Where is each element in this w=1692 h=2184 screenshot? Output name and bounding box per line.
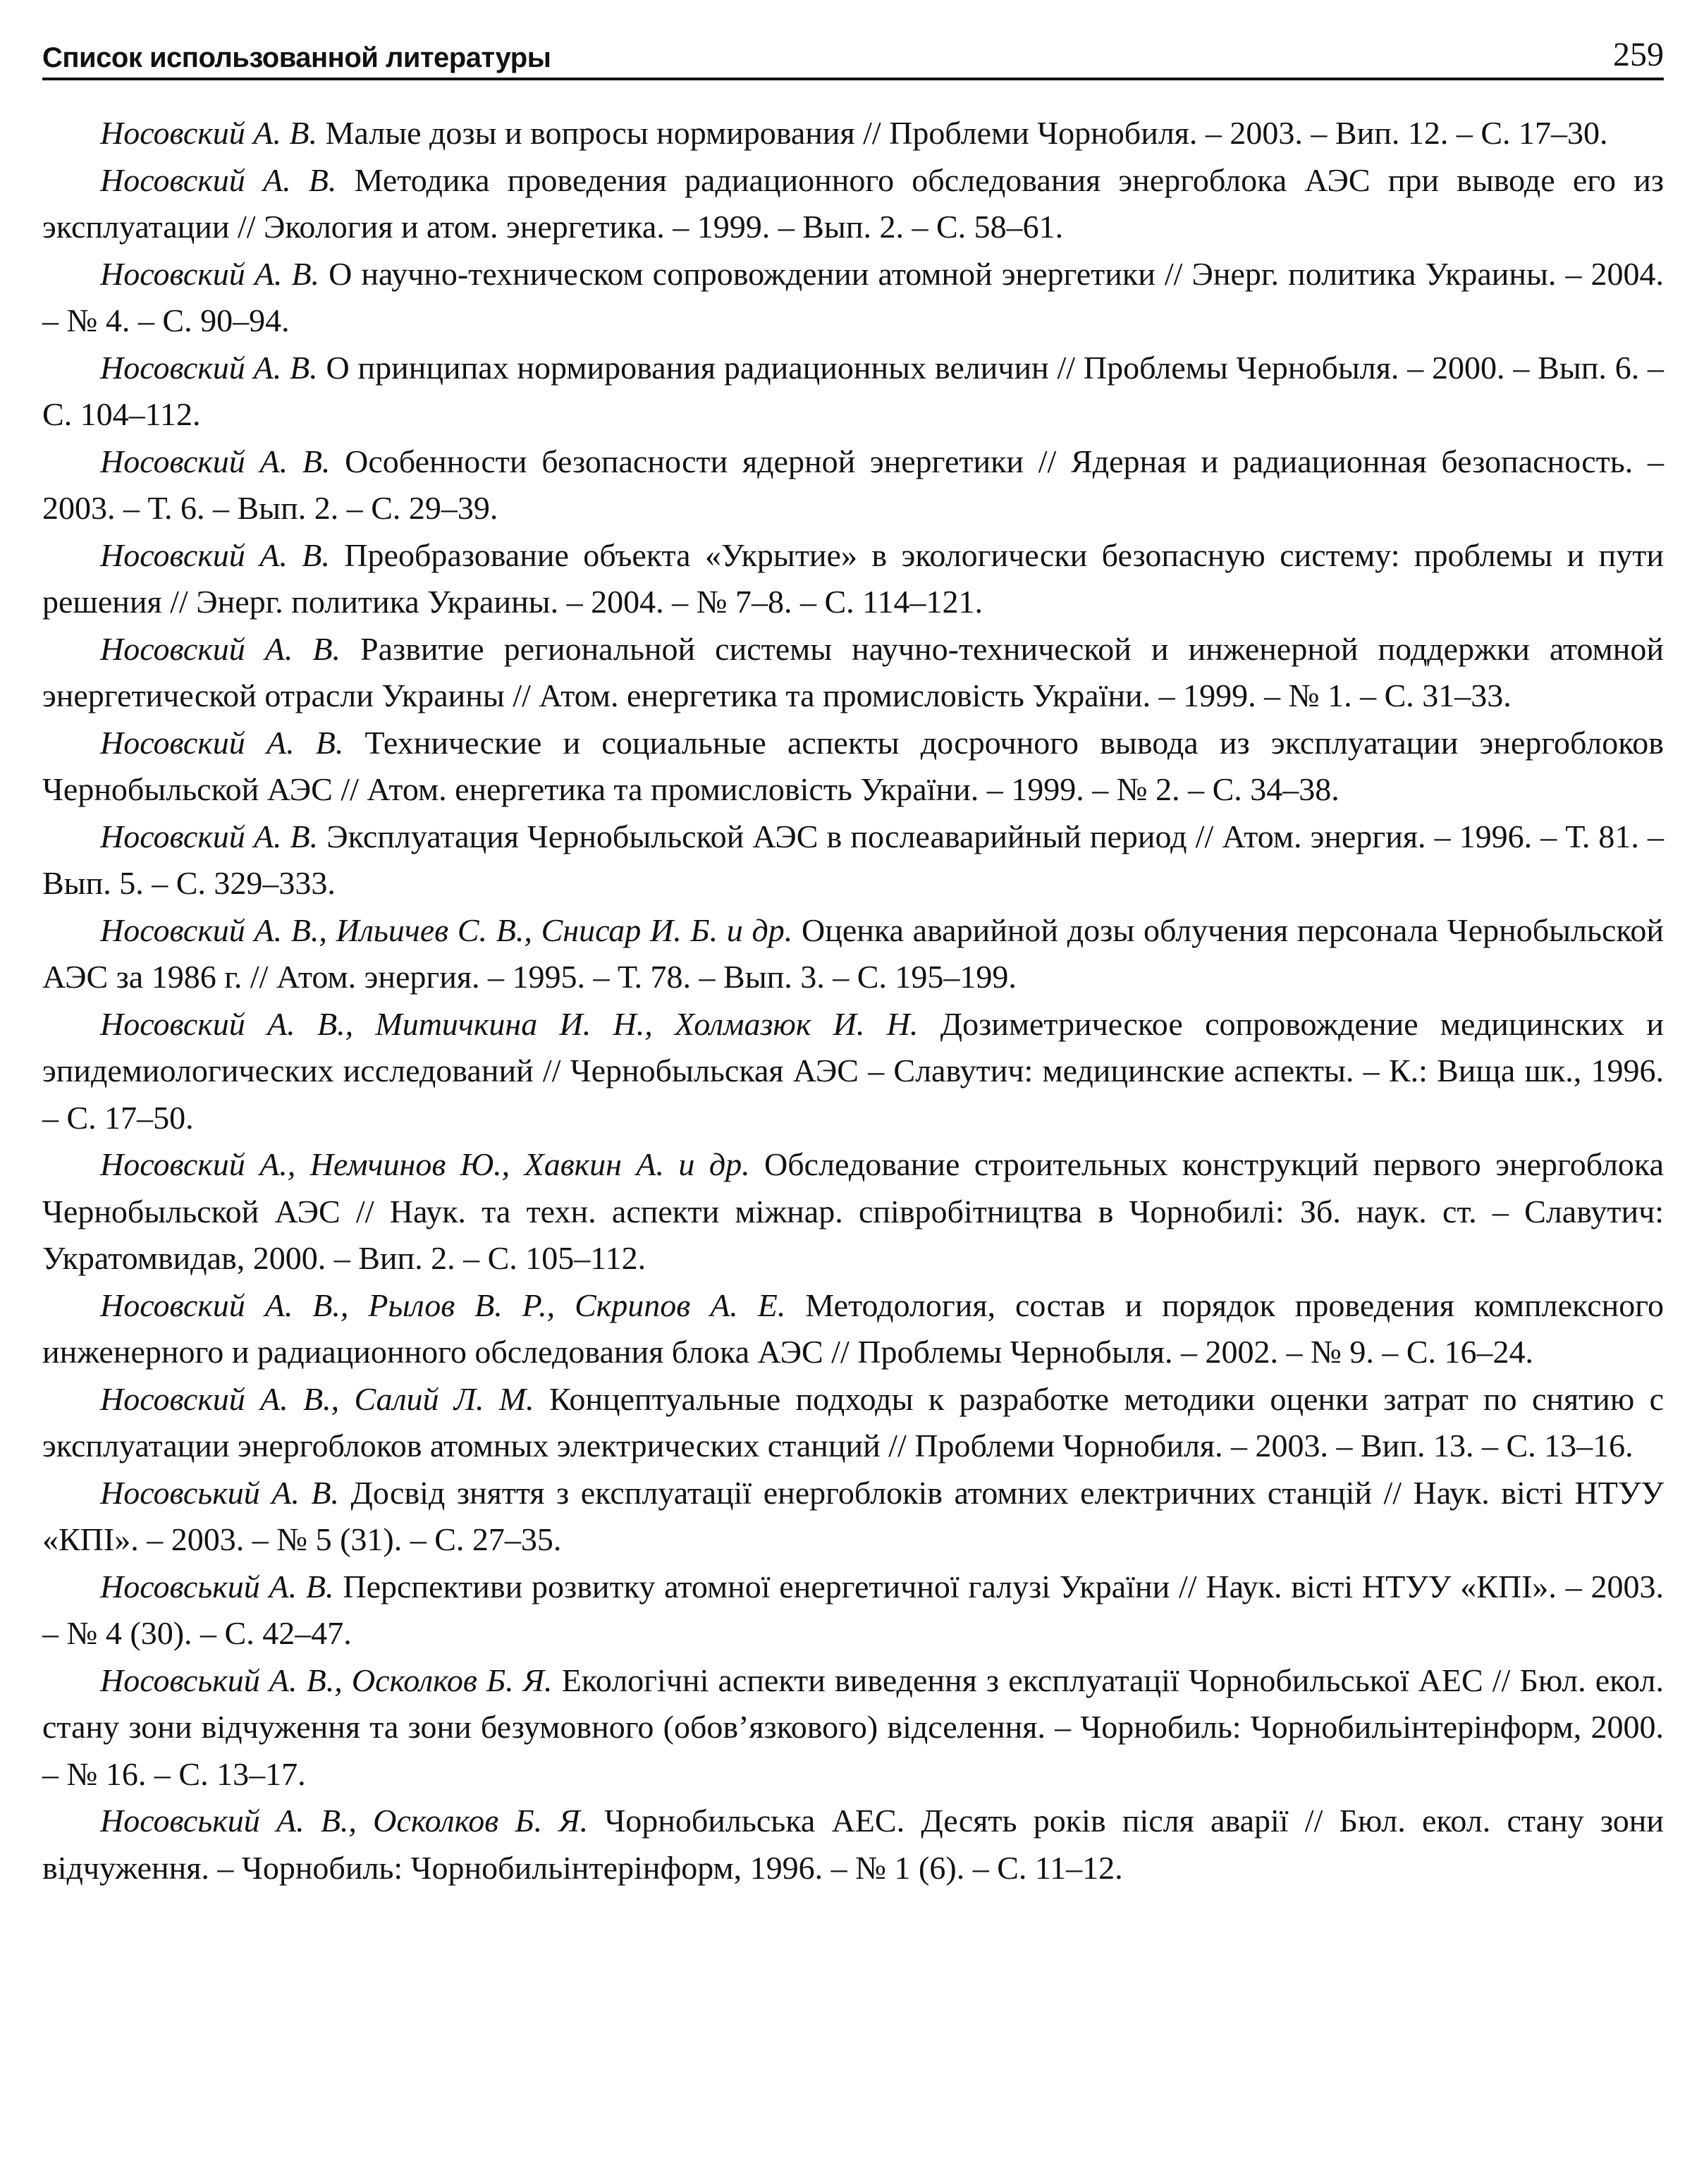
reference-authors: Носовський А. В. bbox=[100, 1474, 339, 1511]
page-number: 259 bbox=[1613, 36, 1664, 73]
reference-authors: Носовский А. В. bbox=[100, 724, 344, 761]
reference-entry bbox=[42, 438, 1664, 532]
reference-entry bbox=[42, 626, 1664, 720]
reference-text: Эксплуатация Чернобыльской АЭС в послеаварийный период // Атом. энергия. – 1996. – Т. 81. – Вып. 5. – С. 329–333. bbox=[42, 818, 1665, 901]
reference-text: Оценка аварийной дозы облучения персонала Чернобыльской АЭС за 1986 г. // Атом. энергия. – 1995. – Т. 78. – Вып. 3. – С. 195–199. bbox=[42, 912, 1665, 995]
reference-text: Дозиметрическое сопровождение медицинских и эпидемиологических исследований // Чернобыльская АЭС – Славутич: медицинские аспекты. – К.: Вища шк., 1996. – С. 17–50. bbox=[42, 1005, 1665, 1136]
reference-authors: Носовский А. В. bbox=[100, 115, 317, 151]
reference-authors: Носовский А. В. bbox=[100, 349, 318, 386]
reference-text: Методология, состав и порядок проведения комплексного инженерного и радиационного обследования блока АЭС // Проблемы Чернобыля. – 2002. – № 9. – С. 16–24. bbox=[42, 1287, 1665, 1370]
reference-entry bbox=[42, 1470, 1664, 1564]
book-page bbox=[42, 28, 1664, 2157]
reference-entry bbox=[42, 1141, 1664, 1282]
reference-authors: Носовский А. В. bbox=[100, 536, 330, 573]
reference-authors: Носовский А. В. bbox=[100, 255, 320, 292]
reference-text: Технические и социальные аспекты досрочного вывода из эксплуатации энергоблоков Чернобыльской АЭС // Атом. енергетика та промисловість України. – 1999. – № 2. – С. 34–38. bbox=[42, 724, 1664, 807]
reference-text: Перспективи розвитку атомної енергетичної галузі України // Наук. вісті НТУУ «КПІ». – 2003. – № 4 (30). – С. 42–47. bbox=[42, 1568, 1665, 1651]
reference-authors: Носовский А. В. bbox=[100, 818, 319, 854]
reference-text: Малые дозы и вопросы нормирования // Проблеми Чорнобиля. – 2003. – Вип. 12. – С. 17–30. bbox=[325, 115, 1608, 151]
reference-text: Развитие региональной системы научно-технической и инженерной поддержки атомной энергетической отрасли Украины // Атом. енергетика та промисловість України. – 1999. – № 1. – С. 31–33. bbox=[42, 630, 1665, 713]
reference-authors: Носовский А. В., Рылов В. Р., Скрипов А. Е. bbox=[100, 1287, 786, 1323]
reference-authors: Носовский А. В. bbox=[100, 443, 331, 479]
reference-entry bbox=[42, 1657, 1664, 1798]
reference-authors: Носовский А. В. bbox=[100, 161, 337, 198]
reference-entry bbox=[42, 1376, 1664, 1470]
reference-entry bbox=[42, 1001, 1664, 1142]
reference-text: Концептуальные подходы к разработке методики оценки затрат по снятию с эксплуатации энергоблоков атомных электрических станций // Проблеми Чорнобиля. – 2003. – Вип. 13. – С. 13–16. bbox=[42, 1380, 1664, 1464]
reference-text: Преобразование объекта «Укрытие» в экологически безопасную систему: проблемы и пути решения // Энерг. политика Украины. – 2004. – № 7–8. – С. 114–121. bbox=[42, 536, 1665, 620]
reference-entry bbox=[42, 251, 1664, 345]
reference-text: О принципах нормирования радиационных величин // Проблемы Чернобыля. – 2000. – Вып. 6. – С. 104–112. bbox=[42, 349, 1665, 432]
section-title: Список использованной литературы bbox=[42, 42, 551, 73]
reference-authors: Носовський А. В. bbox=[100, 1568, 334, 1605]
reference-authors: Носовський А. В., Осколков Б. Я. bbox=[100, 1803, 589, 1839]
reference-authors: Носовский А. В., Ильичев С. В., Снисар И. Б. и др. bbox=[100, 912, 793, 948]
reference-text: Екологічні аспекти виведення з експлуатації Чорнобильської АЕС // Бюл. екол. стану зони відчуження та зони безумовного (обов’язкового) відселення. – Чорнобиль: Чорнобильінтерінформ, 2000. – № 16. – С. 13–17. bbox=[42, 1662, 1665, 1792]
reference-entry bbox=[42, 1282, 1664, 1376]
reference-entry bbox=[42, 814, 1664, 907]
running-header bbox=[42, 28, 1664, 80]
reference-entry bbox=[42, 907, 1664, 1001]
reference-entry bbox=[42, 110, 1664, 157]
reference-list bbox=[42, 110, 1664, 1891]
reference-entry bbox=[42, 720, 1664, 814]
reference-text: Обследование строительных конструкций первого энергоблока Чернобыльской АЭС // Наук. та техн. аспекти міжнар. співробітництва в Чорнобилі: Зб. наук. ст. – Славутич: Укратомвидав, 2000. – Вип. 2. – С. 105–112. bbox=[42, 1146, 1664, 1276]
reference-entry bbox=[42, 157, 1664, 251]
reference-authors: Носовский А. В., Салий Л. М. bbox=[100, 1380, 534, 1417]
reference-authors: Носовський А. В., Осколков Б. Я. bbox=[100, 1662, 553, 1698]
reference-text: Чорнобильська АЕС. Десять років після аварії // Бюл. екол. стану зони відчуження. – Чорнобиль: Чорнобильінтерінформ, 1996. – № 1 (6). – С. 11–12. bbox=[42, 1803, 1665, 1886]
reference-authors: Носовский А. В. bbox=[100, 630, 341, 667]
reference-entry bbox=[42, 345, 1664, 438]
reference-text: Особенности безопасности ядерной энергетики // Ядерная и радиационная безопасность. – 2003. – Т. 6. – Вып. 2. – С. 29–39. bbox=[42, 443, 1664, 526]
reference-text: О научно-техническом сопровождении атомной энергетики // Энерг. политика Украины. – 2004. – № 4. – С. 90–94. bbox=[42, 255, 1665, 338]
reference-text: Методика проведения радиационного обследования энергоблока АЭС при выводе его из эксплуатации // Экология и атом. энергетика. – 1999. – Вып. 2. – С. 58–61. bbox=[42, 161, 1665, 245]
reference-authors: Носовский А. В., Митичкина И. Н., Холмазюк И. Н. bbox=[100, 1005, 919, 1042]
reference-text: Досвід зняття з експлуатації енергоблоків атомних електричних станцій // Наук. вісті НТУУ «КПІ». – 2003. – № 5 (31). – С. 27–35. bbox=[42, 1474, 1665, 1557]
reference-entry bbox=[42, 532, 1664, 626]
reference-authors: Носовский А., Немчинов Ю., Хавкин А. и др. bbox=[100, 1146, 750, 1182]
reference-entry bbox=[42, 1564, 1664, 1657]
reference-entry bbox=[42, 1798, 1664, 1891]
